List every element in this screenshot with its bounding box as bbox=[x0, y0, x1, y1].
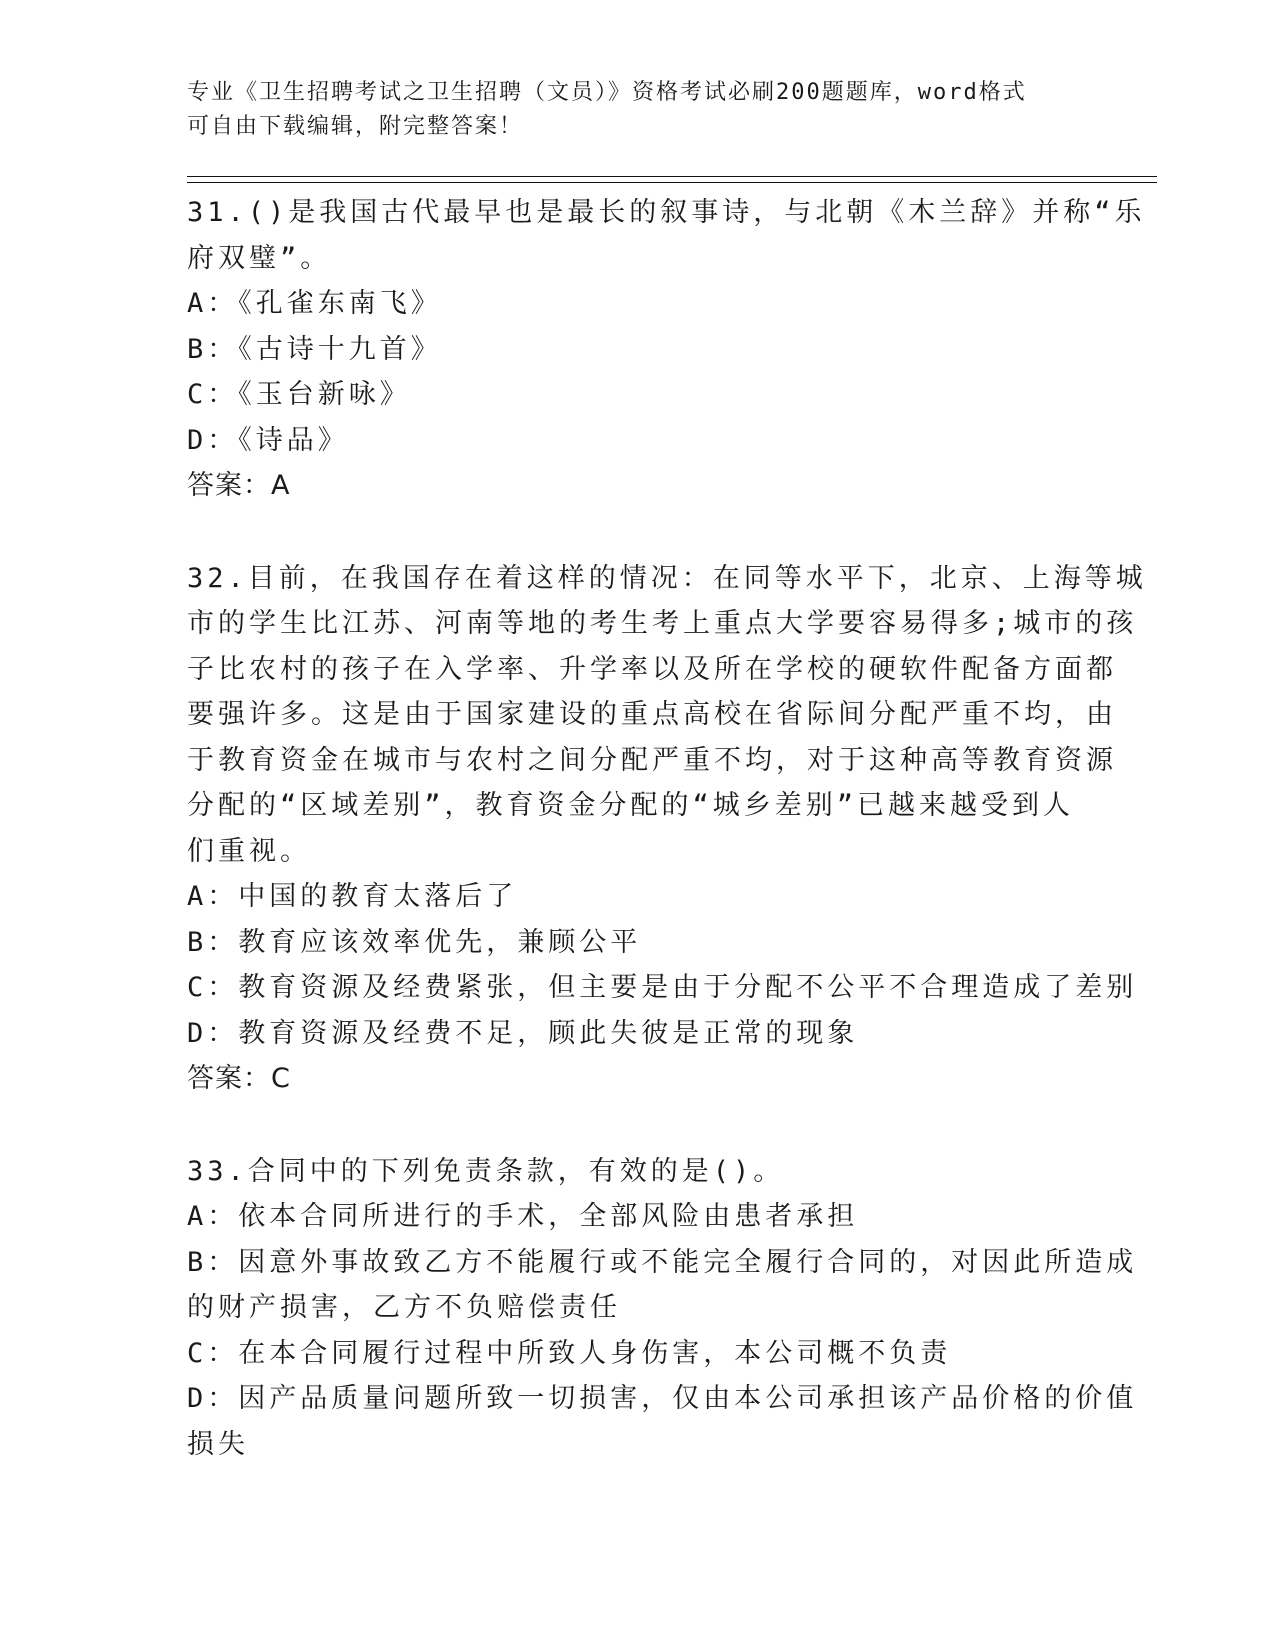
question-32 bbox=[187, 556, 1147, 1102]
question-list bbox=[187, 190, 1147, 1467]
option-a: A：《孔雀东南飞》 bbox=[187, 288, 442, 319]
question-stem: 子比农村的孩子在入学率、升学率以及所在学校的硬软件配备方面都 bbox=[187, 653, 1117, 685]
option-d: D：教育资源及经费不足，顾此失彼是正常的现象 bbox=[187, 1017, 859, 1049]
question-stem: 于教育资金在城市与农村之间分配严重不均，对于这种高等教育资源 bbox=[187, 744, 1117, 776]
option-a: A：依本合同所进行的手术，全部风险由患者承担 bbox=[187, 1201, 859, 1232]
header-divider bbox=[187, 176, 1157, 177]
spacer bbox=[187, 509, 1087, 556]
header-divider bbox=[187, 182, 1157, 183]
question-stem: 府双璧”。 bbox=[187, 242, 332, 274]
question-stem: 要强许多。这是由于国家建设的重点高校在省际间分配严重不均，由 bbox=[187, 699, 1117, 730]
document-header bbox=[187, 76, 1087, 144]
question-31 bbox=[187, 190, 1146, 509]
question-stem: 33.合同中的下列免责条款，有效的是()。 bbox=[187, 1155, 785, 1187]
option-b-continued: 的财产损害，乙方不负赔偿责任 bbox=[187, 1292, 621, 1323]
header-line: 可自由下载编辑，附完整答案！ bbox=[187, 114, 524, 139]
option-b: B：因意外事故致乙方不能履行或不能完全履行合同的，对因此所造成 bbox=[187, 1246, 1138, 1278]
option-b: B：教育应该效率优先，兼顾公平 bbox=[187, 926, 642, 958]
answer-label: 答案：A bbox=[187, 470, 291, 501]
option-c: C：教育资源及经费紧张，但主要是由于分配不公平不合理造成了差别 bbox=[187, 972, 1138, 1003]
question-stem: 31.()是我国古代最早也是最长的叙事诗，与北朝《木兰辞》并称“乐 bbox=[187, 197, 1146, 228]
option-a: A：中国的教育太落后了 bbox=[187, 881, 518, 912]
option-c: C：《玉台新咏》 bbox=[187, 379, 411, 410]
option-d: D：因产品质量问题所致一切损害，仅由本公司承担该产品价格的价值 bbox=[187, 1383, 1138, 1414]
question-stem: 们重视。 bbox=[187, 835, 311, 867]
question-33 bbox=[187, 1149, 1138, 1468]
answer-label: 答案：C bbox=[187, 1063, 291, 1094]
question-stem: 32.目前，在我国存在着这样的情况：在同等水平下，北京、上海等城 bbox=[187, 562, 1147, 594]
option-d: D：《诗品》 bbox=[187, 424, 349, 456]
header-line: 专业《卫生招聘考试之卫生招聘（文员）》资格考试必刷200题题库，word格式 bbox=[187, 80, 1027, 105]
option-d-continued: 损失 bbox=[187, 1428, 249, 1460]
question-stem: 分配的“区域差别”，教育资金分配的“城乡差别”已越来越受到人 bbox=[187, 790, 1075, 821]
question-stem: 市的学生比江苏、河南等地的考生考上重点大学要容易得多;城市的孩 bbox=[187, 608, 1138, 639]
spacer bbox=[187, 1102, 1087, 1149]
option-b: B：《古诗十九首》 bbox=[187, 333, 442, 365]
option-c: C：在本合同履行过程中所致人身伤害，本公司概不负责 bbox=[187, 1337, 952, 1369]
